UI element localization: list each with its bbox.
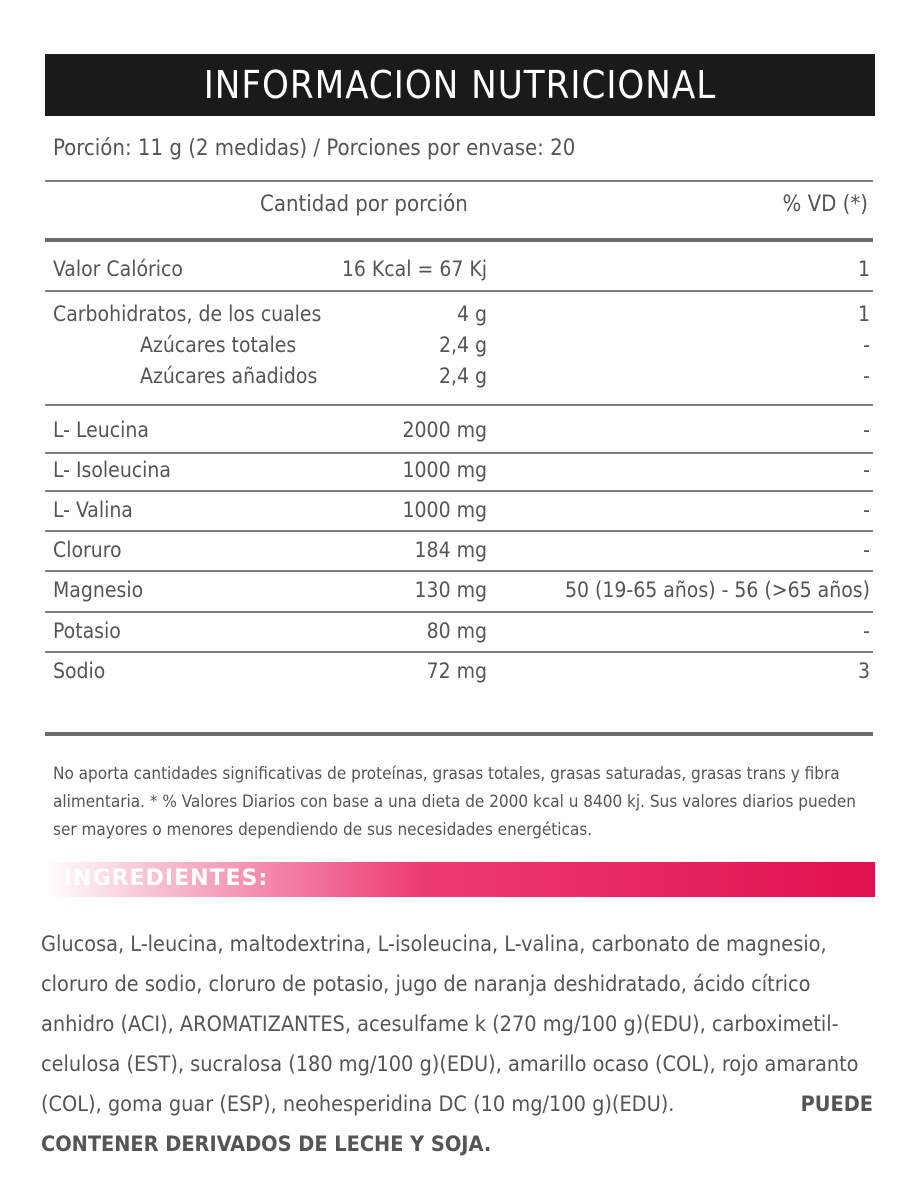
ingredients-text: (COL), goma guar (ESP), neohesperidina DC (10 mg/100 g)(EDU). <box>41 1092 675 1117</box>
row-amount: 2,4 g <box>438 364 487 388</box>
row-amount: 16 Kcal = 67 Kj <box>341 257 487 281</box>
row-name: Azúcares totales <box>140 333 297 357</box>
row-amount: 1000 mg <box>402 458 487 482</box>
row-name: L- Isoleucina <box>53 458 171 482</box>
row-name: Carbohidratos, de los cuales <box>53 302 322 326</box>
ingredients-list <box>41 925 873 1165</box>
row-amount: 72 mg <box>426 659 487 683</box>
row-amount: 130 mg <box>414 578 487 602</box>
row-name: Azúcares añadidos <box>140 364 318 388</box>
row-name: Valor Calórico <box>53 257 183 281</box>
row-amount: 2000 mg <box>402 418 487 442</box>
divider <box>45 452 873 454</box>
row-vd: - <box>863 498 870 522</box>
row-vd: - <box>863 619 870 643</box>
ingredients-line <box>41 1005 873 1045</box>
row-vd: - <box>863 364 870 388</box>
ingredients-title: INGREDIENTES: <box>64 866 269 891</box>
footnote-line: ser mayores o menores dependiendo de sus necesidades energéticas. <box>53 820 593 840</box>
ingredients-line <box>41 1085 873 1125</box>
row-vd: - <box>863 538 870 562</box>
ingredients-text: Glucosa, L-leucina, maltodextrina, L-isoleucina, L-valina, carbonato de magnesio, <box>41 932 827 957</box>
row-vd: 3 <box>857 659 870 683</box>
row-name: Sodio <box>53 659 106 683</box>
row-name: L- Valina <box>53 498 133 522</box>
row-vd: - <box>863 418 870 442</box>
divider <box>45 570 873 572</box>
divider <box>45 490 873 492</box>
ingredients-line <box>41 965 873 1005</box>
row-name: Cloruro <box>53 538 122 562</box>
divider <box>45 404 873 406</box>
row-amount: 4 g <box>456 302 487 326</box>
row-amount: 184 mg <box>414 538 487 562</box>
ingredients-line <box>41 1125 873 1165</box>
divider <box>45 732 873 736</box>
ingredients-text: celulosa (EST), sucralosa (180 mg/100 g)(EDU), amarillo ocaso (COL), rojo amaranto <box>41 1052 859 1077</box>
row-vd: 50 (19-65 años) - 56 (>65 años) <box>564 578 870 602</box>
ingredients-line <box>41 925 873 965</box>
divider <box>45 651 873 653</box>
row-vd: 1 <box>857 302 870 326</box>
divider <box>45 530 873 532</box>
footnote-line: No aporta cantidades significativas de proteínas, grasas totales, grasas saturadas, grasas trans y fibra <box>53 764 840 784</box>
divider <box>45 180 873 182</box>
row-amount: 80 mg <box>426 619 487 643</box>
row-vd: - <box>863 458 870 482</box>
allergen-warning: CONTENER DERIVADOS DE LECHE Y SOJA. <box>41 1132 492 1157</box>
divider <box>45 611 873 613</box>
footnote <box>53 760 873 844</box>
amount-header: Cantidad por porción <box>260 192 468 217</box>
ingredients-line <box>41 1045 873 1085</box>
row-name: Magnesio <box>53 578 144 602</box>
divider <box>45 238 873 242</box>
ingredients-text: cloruro de sodio, cloruro de potasio, jugo de naranja deshidratado, ácido cítrico <box>41 972 811 997</box>
vd-header: % VD (*) <box>782 192 868 217</box>
portion-info: Porción: 11 g (2 medidas) / Porciones por envase: 20 <box>53 136 576 161</box>
footnote-line: alimentaria. * % Valores Diarios con base a una dieta de 2000 kcal u 8400 kj. Sus valores diarios pueden <box>53 792 856 812</box>
row-name: L- Leucina <box>53 418 149 442</box>
row-vd: - <box>863 333 870 357</box>
divider <box>45 290 873 292</box>
nutrition-title: INFORMACION NUTRICIONAL <box>45 54 875 116</box>
row-amount: 2,4 g <box>438 333 487 357</box>
row-name: Potasio <box>53 619 121 643</box>
allergen-warning: PUEDE <box>800 1092 873 1117</box>
row-vd: 1 <box>857 257 870 281</box>
ingredients-text: anhidro (ACI), AROMATIZANTES, acesulfame k (270 mg/100 g)(EDU), carboximetil- <box>41 1012 839 1037</box>
row-amount: 1000 mg <box>402 498 487 522</box>
